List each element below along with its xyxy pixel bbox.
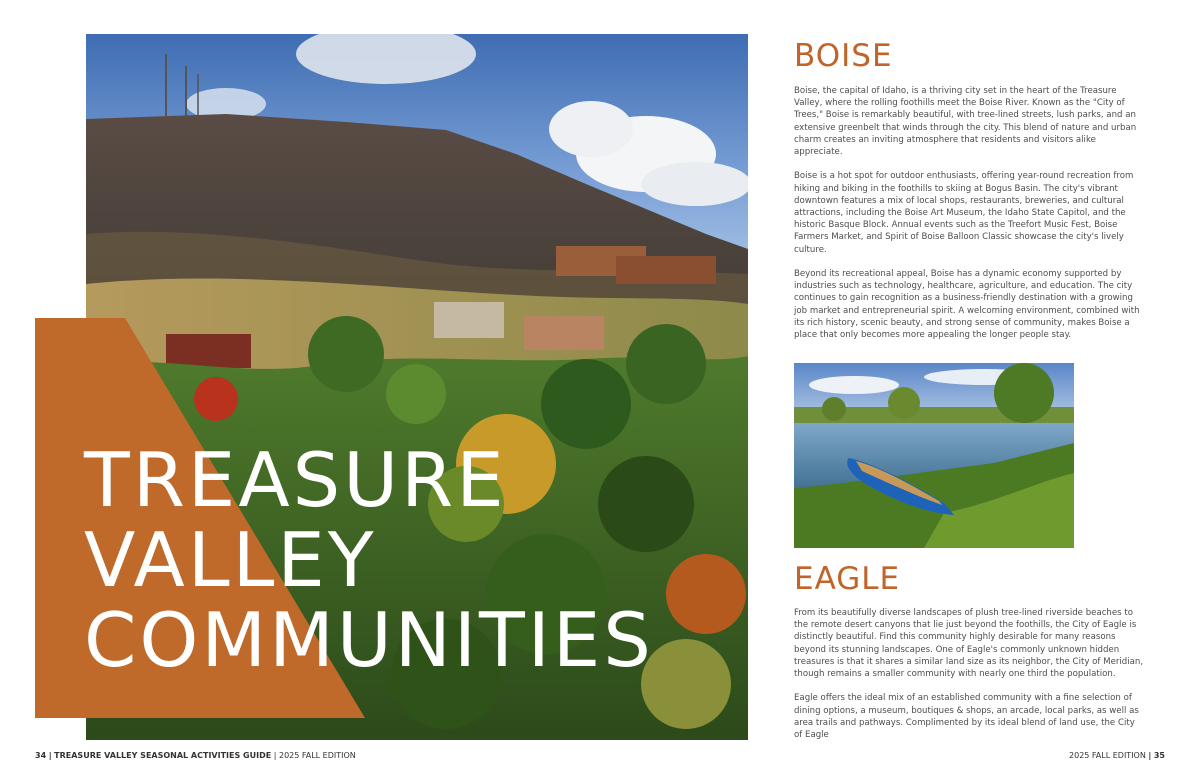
footer-left (35, 751, 356, 760)
footer-separator: | (48, 751, 52, 760)
footer-guide-title: TREASURE VALLEY SEASONAL ACTIVITIES GUIDE (54, 751, 272, 760)
footer-page-number: 34 (35, 751, 47, 760)
eagle-heading: EAGLE (794, 561, 901, 597)
footer-edition: | 2025 FALL EDITION (273, 751, 356, 760)
eagle-canoe-photo (794, 363, 1074, 548)
eagle-paragraph: From its beautifully diverse landscapes of plush tree-lined riverside beaches to the remote desert canyons that lie just beyond the foothills, the City of Eagle is distinctly beautiful. Find this community highly desirable for many reasons beyond its stunning landscapes. One of Eagle's commonly unknown hidden treasures is that it shares a similar land size as its neighbor, the City of Meridian, though remains a smaller community with nearly one third the population. (794, 608, 1144, 680)
boise-paragraph: Boise is a hot spot for outdoor enthusiasts, offering year-round recreation from hiking and biking in the foothills to skiing at Bogus Basin. The city's vibrant downtown features a mix of local shops, restaurants, breweries, and cultural attractions, including the Boise Art Museum, the Idaho State Capitol, and the historic Basque Block. Annual events such as the Treefort Music Fest, Boise Farmers Market, and Spirit of Boise Balloon Classic showcase the city's lively culture. (794, 171, 1134, 255)
footer-edition: 2025 FALL EDITION (1069, 751, 1146, 760)
hero-title-line-2: VALLEY (84, 516, 377, 604)
eagle-paragraph: Eagle offers the ideal mix of an established community with a fine selection of dining options, a museum, boutiques & shops, an arcade, local parks, as well as area trails and pathways. Complimented by its ideal blend of land use, the City of Eagle (794, 693, 1139, 741)
footer-separator: | (1148, 751, 1152, 760)
footer-right (1069, 751, 1165, 760)
footer-page-number: 35 (1153, 751, 1165, 760)
boise-paragraph: Beyond its recreational appeal, Boise has a dynamic economy supported by industries such as technology, healthcare, agriculture, and education. The city continues to gain recognition as a business-friendly destination with a growing job market and entrepreneurial spirit. A welcoming environment, combined with its rich history, scenic beauty, and strong sense of community, makes Boise a place that only becomes more appealing the longer people stay. (794, 269, 1140, 341)
boise-heading: BOISE (794, 38, 893, 74)
boise-body (794, 85, 1144, 353)
hero-title (84, 436, 654, 684)
hero-title-line-1: TREASURE (84, 436, 507, 524)
hero-title-line-3: COMMUNITIES (84, 596, 654, 684)
eagle-body (794, 607, 1144, 753)
boise-paragraph: Boise, the capital of Idaho, is a thriving city set in the heart of the Treasure Valley, where the rolling foothills meet the Boise River. Known as the "City of Trees," Boise is remarkably beautiful, with tree-lined streets, lush parks, and an extensive greenbelt that winds through the city. This blend of nature and urban charm creates an inviting atmosphere that residents and visitors alike appreciate. (794, 86, 1137, 158)
